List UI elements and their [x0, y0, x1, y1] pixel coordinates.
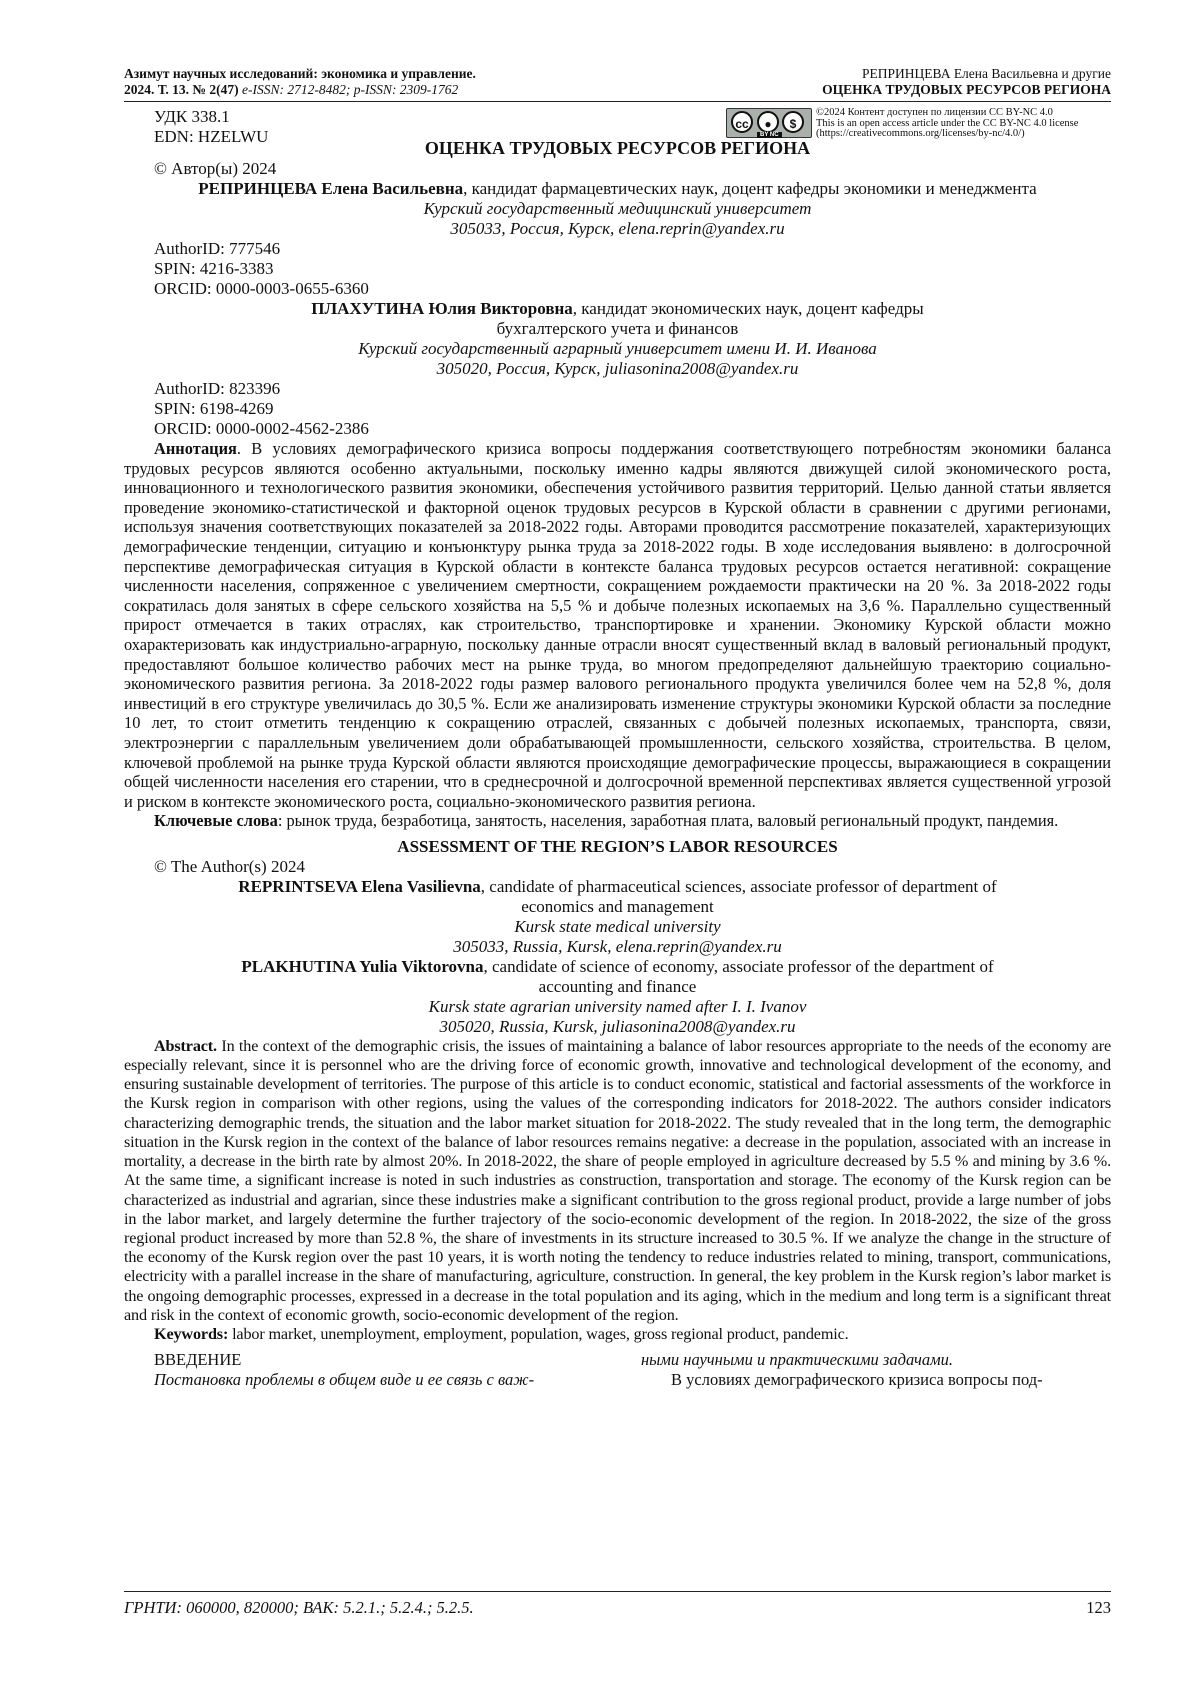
author-name: ПЛАХУТИНА Юлия Викторовна	[311, 299, 573, 318]
author-name: REPRINTSEVA Elena Vasilievna	[238, 876, 481, 896]
intro-problem-continued: ными научными и практическими задачами.	[641, 1350, 954, 1370]
classification-codes: ГРНТИ: 060000, 820000; ВАК: 5.2.1.; 5.2.4.; 5.2.5.	[124, 1598, 474, 1617]
cc-license-icon[interactable]	[726, 108, 812, 138]
abstract-label-ru: Аннотация	[154, 439, 237, 458]
udc-code: УДК 338.1	[154, 107, 230, 126]
page-number: 123	[1086, 1598, 1111, 1617]
author-position: , candidate of science of economy, associate professor of the department of	[483, 956, 994, 976]
author1-org-ru: Курский государственный медицинский университет	[423, 199, 812, 218]
journal-issn: e-ISSN: 2712-8482; p-ISSN: 2309-1762	[241, 82, 459, 97]
abstract-ru	[124, 439, 1111, 811]
cc-badge-label: BY NC	[757, 132, 782, 138]
title-ru: ОЦЕНКА ТРУДОВЫХ РЕСУРСОВ РЕГИОНА	[424, 138, 811, 158]
author2-org-en: Kursk state agrarian university named after I. I. Ivanov	[428, 996, 807, 1016]
author2-ru	[124, 299, 1111, 319]
cc-logo-icon: cc	[731, 111, 753, 133]
article-page	[124, 66, 1111, 1390]
meta-row	[124, 102, 1111, 146]
journal-title: Азимут научных исследований: экономика и управление.	[124, 66, 476, 81]
keywords-ru	[124, 811, 1111, 831]
introduction-columns	[124, 1350, 1111, 1390]
copyright-ru: © Автор(ы) 2024	[154, 159, 277, 178]
author-position: , candidate of pharmaceutical sciences, associate professor of department of	[480, 876, 997, 896]
author-name: PLAKHUTINA Yulia Viktorovna	[241, 956, 484, 976]
intro-right-column	[641, 1350, 1111, 1390]
license-block	[726, 108, 1078, 140]
keywords-text-ru: : рынок труда, безработица, занятость, населения, заработная плата, валовый региональный продукт, пандемия.	[277, 811, 1059, 831]
journal-info	[124, 66, 476, 98]
running-header	[124, 66, 1111, 98]
author2-position2-en: accounting and finance	[538, 976, 697, 996]
license-text	[816, 108, 1078, 140]
author2-authorid: AuthorID: 823396	[154, 379, 281, 398]
abstract-text-en: In the context of the demographic crisis, the issues of maintaining a balance of labor resources appropriate to the needs of the economy are especially relevant, since it is personnel who are the driving force of economic growth, innovative and technological development of the economy, and ensuring sustainable development of territories. The purpose of this article is to conduct economic, statistical and factorial assessments of the workforce in the Kursk region in comparison with other regions, using the values of the corresponding indicators for 2018-2022. The authors consider indicators characterizing demographic trends, the situation and the labor market situation for 2018-2022. The study revealed that in the long term, the demographic situation in the Kursk region in the context of the balance of labor resources remains negative: a decrease in the population, associated with an increase in mortality, a decrease in the birth rate by almost 20%. In 2018-2022, the share of people employed in agriculture decreased by 5.5 % and mining by 3.6 %. At the same time, a significant increase is noted in such industries as construction, transportation and storage. The economy of the Kursk region can be characterized as industrial and agrarian, since these industries make a significant contribution to the gross regional product, provide a large number of jobs in the labor market, and largely determine the further trajectory of the socio-economic development of the region. In 2018-2022, the size of the gross regional product increased by more than 52.8 %, the share of investments in its structure increased to 30.5 %. If we analyze the change in the structure of the economy of the Kursk region over the past 10 years, it is worth noting the tendency to reduce industries related to mining, transport, communications, electricity with a parallel increase in the share of manufacturing, agriculture, construction. In general, the key problem in the Kursk region’s labor market is the ongoing demographic processes, expressed in a decrease in the total population and its aging, which in the medium and long term is a significant threat and risk in the context of economic growth, socio-economic development of the region.	[124, 1036, 1111, 1324]
noncommercial-icon: $	[782, 111, 804, 133]
intro-problem-statement: Постановка проблемы в общем виде и ее связь с важ-	[154, 1370, 535, 1390]
author-name: РЕПРИНЦЕВА Елена Васильевна	[198, 179, 464, 198]
header-article-title: ОЦЕНКА ТРУДОВЫХ РЕСУРСОВ РЕГИОНА	[822, 82, 1111, 97]
attribution-icon: ●	[757, 111, 779, 133]
article-info	[822, 66, 1111, 98]
author2-org-ru: Курский государственный аграрный университет имени И. И. Иванова	[358, 339, 877, 358]
intro-heading: ВВЕДЕНИЕ	[154, 1350, 242, 1370]
author-position: , кандидат экономических наук, доцент кафедры	[572, 299, 924, 318]
keywords-label-ru: Ключевые слова	[154, 811, 278, 831]
author1-org-en: Kursk state medical university	[514, 916, 721, 936]
keywords-label-en: Keywords:	[154, 1324, 229, 1343]
intro-left-column	[124, 1350, 594, 1390]
author2-address-en: 305020, Russia, Kursk, juliasonina2008@yandex.ru	[439, 1016, 796, 1036]
author2-ids	[154, 379, 1111, 439]
page-footer	[124, 1591, 1111, 1618]
author1-ru	[124, 179, 1111, 199]
author1-address-ru: 305033, Россия, Курск, elena.reprin@yandex.ru	[450, 219, 785, 238]
title-en: ASSESSMENT OF THE REGION’S LABOR RESOURCES	[397, 836, 838, 856]
abstract-label-en: Abstract.	[154, 1036, 217, 1055]
author1-address-en: 305033, Russia, Kursk, elena.reprin@yandex.ru	[453, 936, 782, 956]
author1-en	[124, 877, 1111, 897]
author2-position2-ru: бухгалтерского учета и финансов	[496, 319, 739, 338]
license-url[interactable]: (https://creativecommons.org/licenses/by-nc/4.0/)	[816, 128, 1025, 139]
journal-issue: 2024. Т. 13. № 2(47)	[124, 82, 239, 97]
keywords-text-en: labor market, unemployment, employment, population, wages, gross regional product, pandemic.	[228, 1324, 849, 1343]
header-authors: РЕПРИНЦЕВА Елена Васильевна и другие	[862, 66, 1111, 81]
author2-orcid: ORCID: 0000-0002-4562-2386	[154, 419, 369, 438]
abstract-en	[124, 1037, 1111, 1325]
classification	[154, 107, 268, 147]
edn-code: EDN: HZELWU	[154, 127, 269, 146]
abstract-text-ru: . В условиях демографического кризиса вопросы поддержания соответствующего потребностям экономики баланса трудовых ресурсов являются особенно актуальными, поскольку именно кадры являются движущей силой экономического роста, инновационного и технологического развития экономики, обеспечения устойчивого развития территорий. Целью данной статьи является проведение экономико-статистической и факторной оценок трудовых ресурсов в Курской области в сравнении с другими регионами, используя значения соответствующих показателей за 2018-2022 годы. Авторами проводится рассмотрение показателей, характеризующих демографические тенденции, ситуацию и конъюнктуру рынка труда за 2018-2022 годы. В ходе исследования выявлено: в долгосрочной перспективе демографическая ситуация в Курской области в контексте баланса трудовых ресурсов остается негативной: сокращение численности населения, сопряженное с увеличением смертности, сокращением рождаемости практически на 20 %. За 2018-2022 годы сократилась доля занятых в сфере сельского хозяйства на 5,5 % и добыче полезных ископаемых на 3,6 %. Параллельно существенный прирост отмечается в таких отраслях, как строительство, транспортировке и хранении. Экономику Курской области можно охарактеризовать как индустриально-аграрную, поскольку данные отрасли вносят существенный вклад в валовый региональный продукт, предоставляют большое количество рабочих мест на рынке труда, во многом предопределяют дальнейшую траекторию социально-экономического развития региона. За 2018-2022 годы размер валового регионального продукта увеличился более чем на 52,8 %, доля инвестиций в его структуре увеличилась до 30,5 %. Если же анализировать изменение структуры экономики Курской области за последние 10 лет, то стоит отметить тенденцию к сокращению отраслей, связанных с добычей полезных ископаемых, транспорта, связи, электроэнергии с параллельным увеличением доли обрабатывающей промышленности, сельского хозяйства, строительства. В целом, ключевой проблемой на рынке труда Курской области являются происходящие демографические процессы, выражающиеся в сокращении общей численности населения его старении, что в среднесрочной и долгосрочной временной перспективах является существенной угрозой и риском в контексте экономического роста, социально-экономического развития региона.	[124, 439, 1111, 811]
author-position: , кандидат фармацевтических наук, доцент кафедры экономики и менеджмента	[463, 179, 1037, 198]
copyright-en: © The Author(s) 2024	[154, 856, 305, 876]
intro-body-start: В условиях демографического кризиса вопросы под-	[671, 1370, 1043, 1390]
author1-authorid: AuthorID: 777546	[154, 239, 281, 258]
author1-spin: SPIN: 4216-3383	[154, 259, 274, 278]
author2-en	[124, 957, 1111, 977]
author2-spin: SPIN: 6198-4269	[154, 399, 274, 418]
author1-orcid: ORCID: 0000-0003-0655-6360	[154, 279, 369, 298]
author1-position2-en: economics and management	[521, 896, 714, 916]
license-line-en: This is an open access article under the CC BY-NC 4.0 license	[816, 117, 1079, 129]
license-line-ru: ©2024 Контент доступен по лицензии CC BY-NC 4.0	[816, 107, 1053, 118]
keywords-en	[124, 1325, 1111, 1344]
author2-address-ru: 305020, Россия, Курск, juliasonina2008@yandex.ru	[436, 359, 799, 378]
author1-ids	[154, 239, 1111, 299]
